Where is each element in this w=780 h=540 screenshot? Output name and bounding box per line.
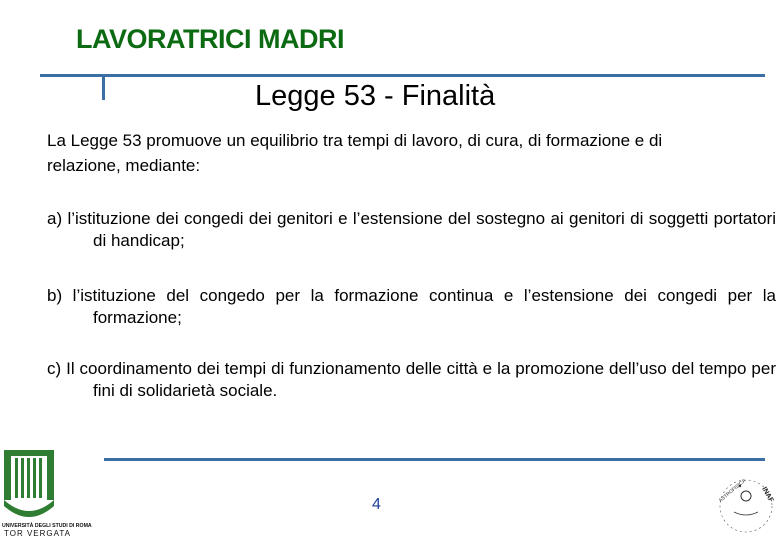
list-item: a) l’istituzione dei congedi dei genitori e l’estensione del sostegno ai genitori di soggetti portatori di handicap; xyxy=(47,209,776,250)
institute-logo xyxy=(708,468,780,540)
logo-right-acronym: INAF xyxy=(760,486,775,504)
bottom-divider xyxy=(104,458,765,461)
slide-title: Legge 53 - Finalità xyxy=(255,80,496,112)
list-item: b) l’istituzione del congedo per la formazione continua e l’estensione dei congedi per la formazione; xyxy=(47,286,776,327)
intro-text: La Legge 53 promuove un equilibrio tra tempi di lavoro, di cura, di formazione e di relazione, mediante: xyxy=(47,131,663,175)
list-item: c) Il coordinamento dei tempi di funzionamento delle città e la promozione dell’uso del tempo per fini di solidarietà sociale. xyxy=(47,359,776,400)
top-divider-tick xyxy=(102,74,105,100)
top-divider xyxy=(40,74,765,77)
university-logo xyxy=(0,446,92,540)
page-number: 4 xyxy=(372,496,381,513)
slide-header: LAVORATRICI MADRI xyxy=(76,24,344,54)
logo-left-line1: UNIVERSITÀ DEGLI STUDI DI ROMA xyxy=(2,523,92,529)
logo-right-arc-text: ASTROFISICA xyxy=(717,477,748,504)
logo-left-line2: TOR VERGATA xyxy=(4,529,72,538)
